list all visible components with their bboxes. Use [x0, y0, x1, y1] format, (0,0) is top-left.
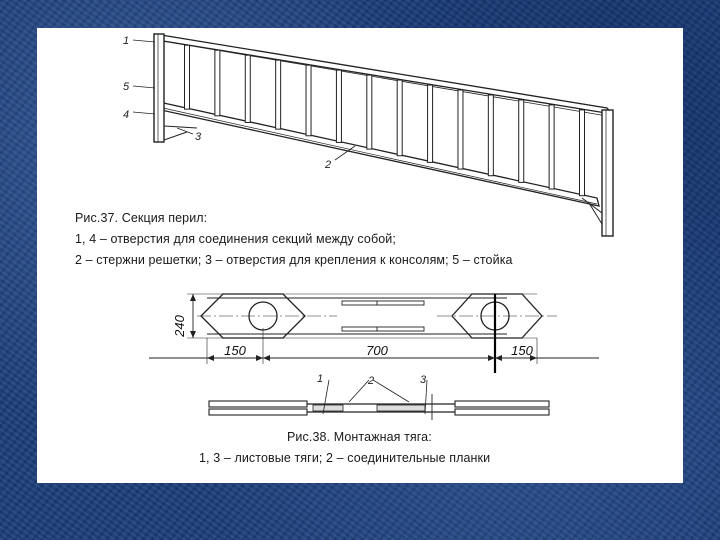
dim-height: 240	[172, 315, 187, 337]
lattice-bar	[580, 110, 585, 196]
fig38-label-3: 3	[420, 374, 427, 386]
lattice-bar	[276, 60, 281, 129]
right-post	[602, 110, 613, 236]
lattice-bar	[245, 55, 250, 122]
dim-left: 150	[224, 343, 246, 358]
tie-plan-view	[149, 294, 599, 373]
fig38-label-2: 2	[368, 375, 375, 387]
lattice-bar	[549, 105, 554, 189]
tie-side-view	[209, 380, 549, 420]
fig37-label-4: 4	[123, 109, 130, 121]
fig38-label-1: 1	[317, 373, 324, 385]
fig38-caption-title: Рис.38. Монтажная тяга:	[287, 430, 432, 444]
left-post	[154, 34, 164, 142]
bottom-rail	[159, 102, 599, 206]
lattice-bar	[458, 90, 463, 169]
lattice-bar	[336, 70, 341, 142]
fig38-caption-line1: 1, 3 – листовые тяги; 2 – соединительные планки	[199, 451, 491, 465]
lattice-bar	[215, 50, 220, 116]
lattice-bar	[488, 95, 493, 176]
lattice-bar	[519, 100, 524, 182]
fig37-label-5: 5	[123, 81, 130, 93]
dim-middle: 700	[366, 343, 388, 358]
fig37-label-1: 1	[123, 35, 130, 47]
fig37-caption-line2: 2 – стержни решетки; 3 – отверстия для крепления к консолям; 5 – стойка	[75, 253, 513, 267]
lattice-bar	[428, 85, 433, 162]
fig37-label-3: 3	[195, 131, 202, 143]
fig37-caption-line1: 1, 4 – отверстия для соединения секций между собой;	[75, 232, 396, 246]
lattice-bar	[306, 65, 311, 136]
lattice-bar	[397, 80, 402, 156]
lattice-bar	[185, 45, 190, 109]
fig37-caption-title: Рис.37. Секция перил:	[75, 211, 208, 225]
dim-right: 150	[511, 343, 533, 358]
lattice-bar	[367, 75, 372, 149]
top-rail	[155, 34, 612, 114]
slide-panel	[37, 28, 683, 483]
fig37-label-2: 2	[325, 159, 332, 171]
